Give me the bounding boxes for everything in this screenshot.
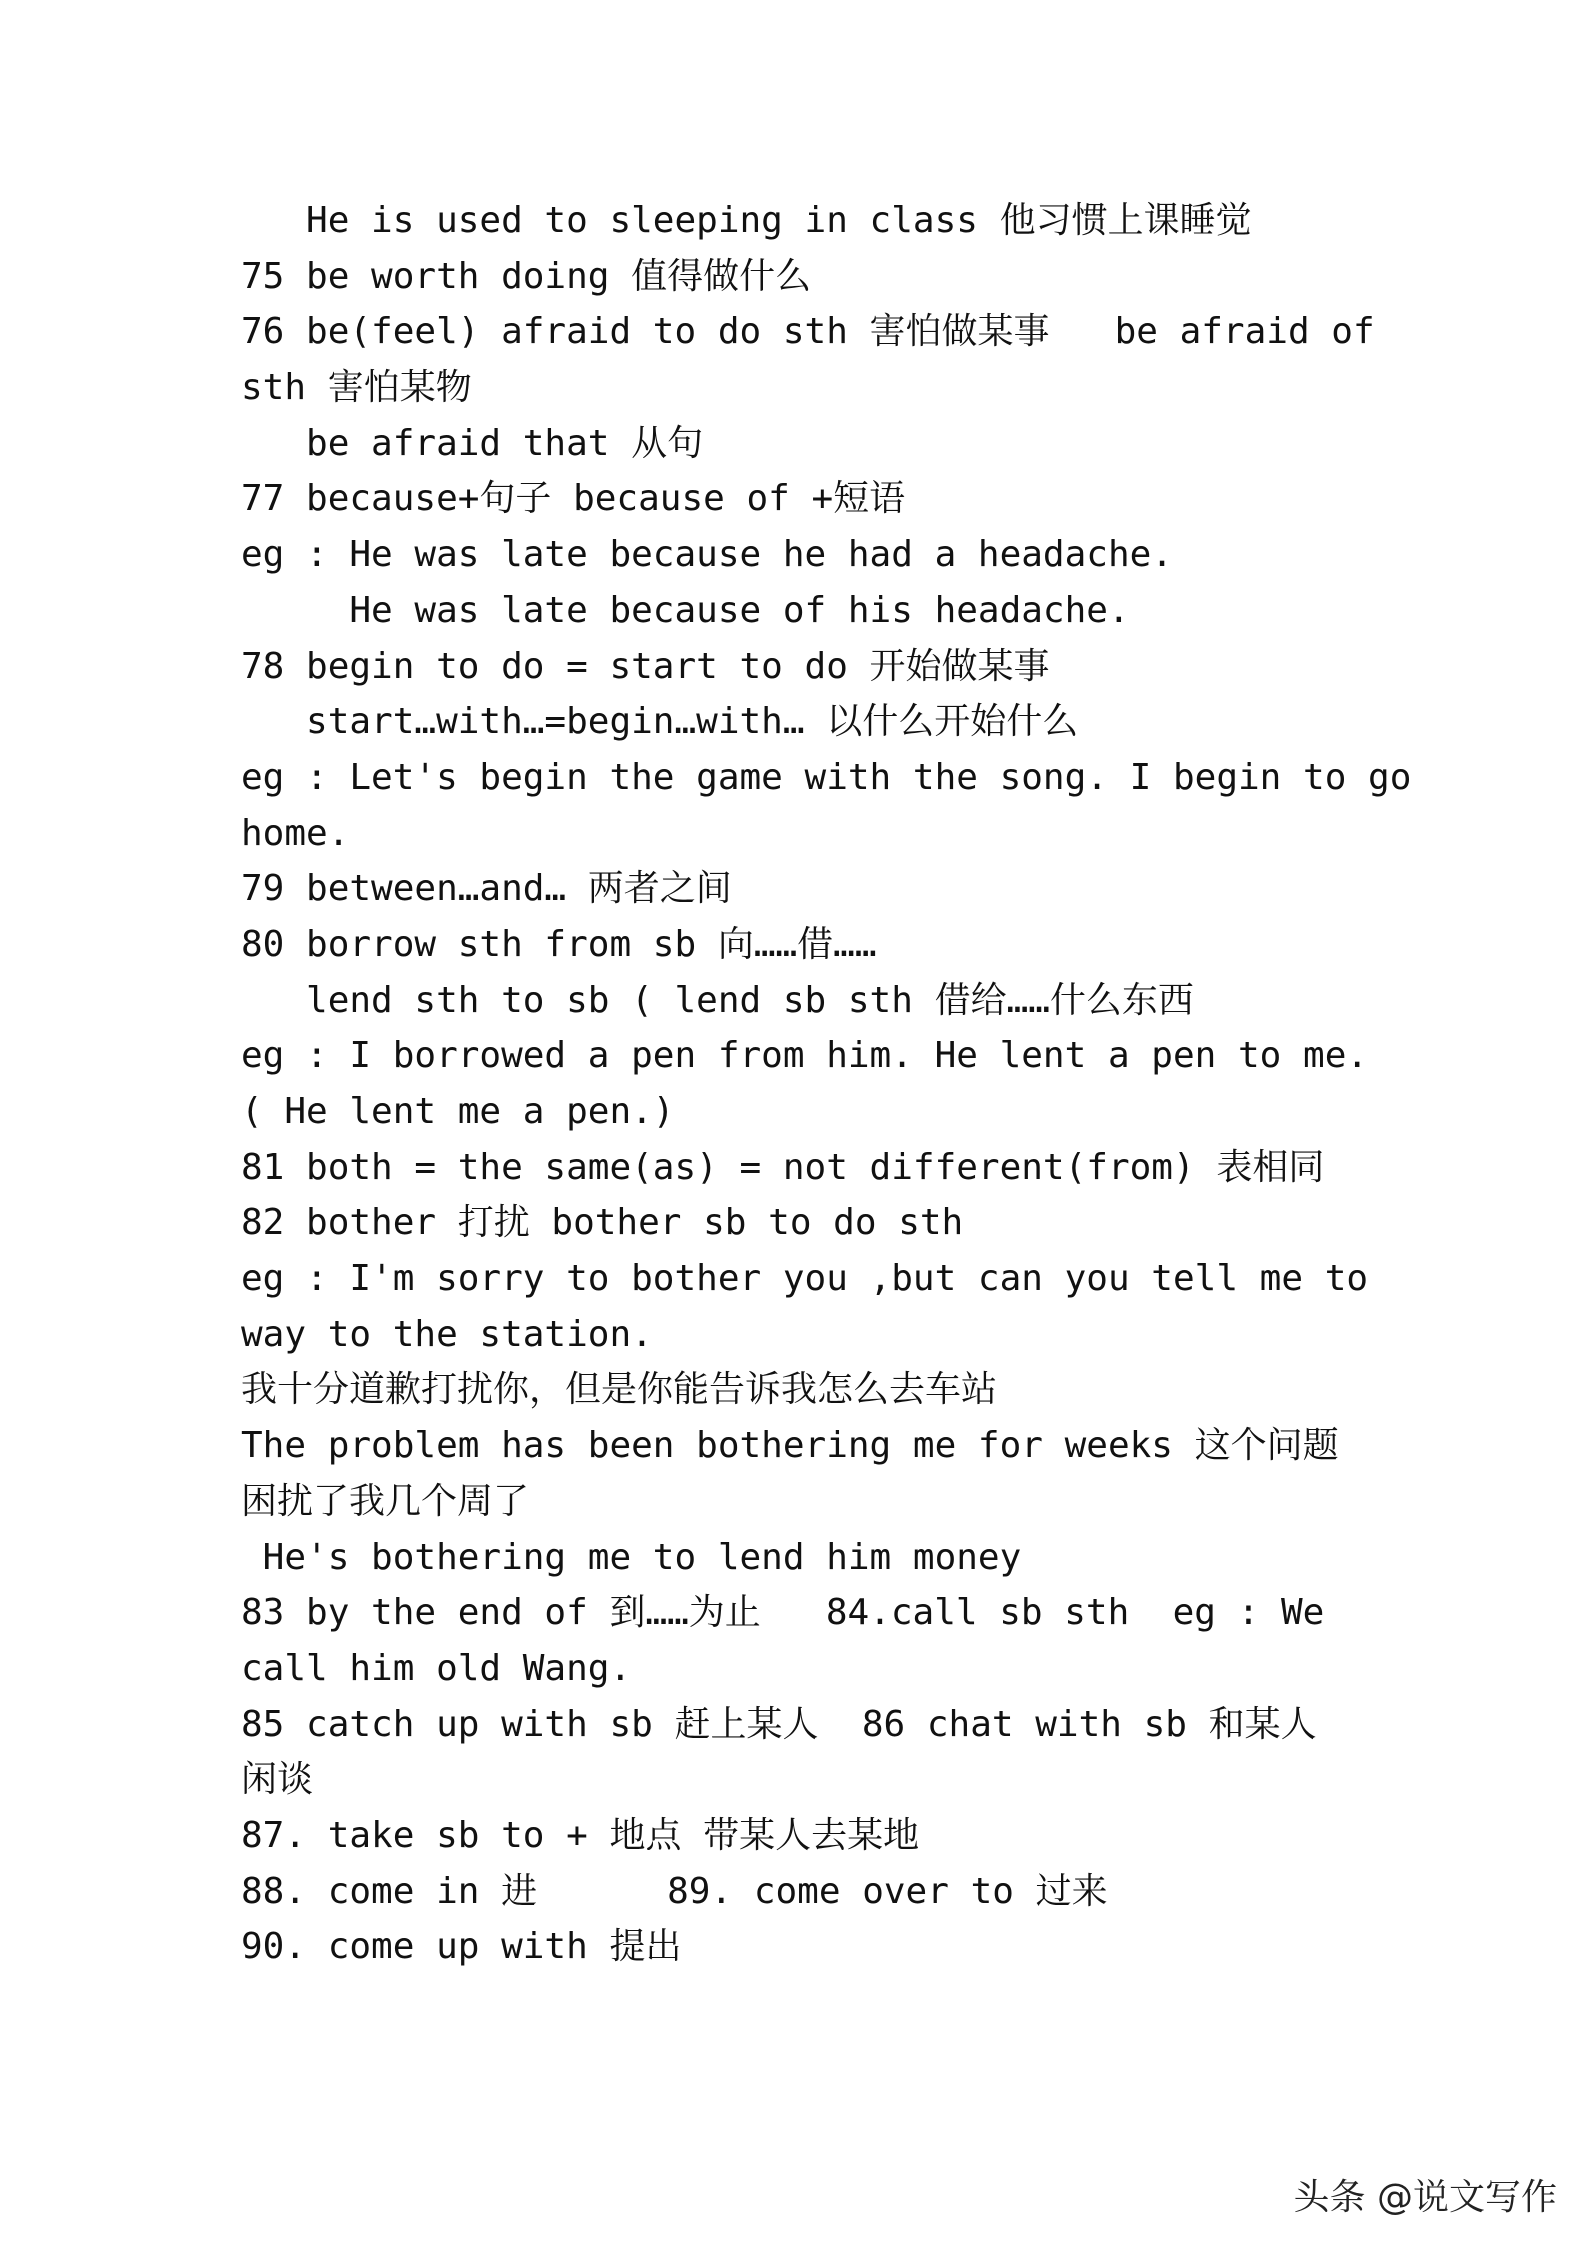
text-line: 80 borrow sth from sb 向……借…… [241, 923, 877, 965]
text-line: 81 both = the same(as) = not different(from) 表相同 [241, 1146, 1325, 1188]
text-line: He was late because of his headache. [241, 589, 1130, 631]
text-line: The problem has been bothering me for weeks 这个问题 [241, 1425, 1339, 1467]
text-line: start…with…=begin…with… 以什么开始什么 [241, 701, 1079, 743]
text-line: 83 by the end of 到……为止 84.call sb sth eg : We [241, 1592, 1325, 1634]
watermark: 头条 @说文写作 [1293, 2177, 1557, 2218]
text-line: 78 begin to do = start to do 开始做某事 [241, 645, 1050, 687]
document-body [241, 193, 1412, 1975]
text-line: eg : I'm sorry to bother you ,but can you tell me to [241, 1258, 1369, 1300]
text-line: 闲谈 [241, 1759, 314, 1801]
text-line: home. [241, 812, 350, 854]
text-line: lend sth to sb ( lend sb sth 借给……什么东西 [241, 979, 1194, 1021]
text-line: 75 be worth doing 值得做什么 [241, 255, 812, 297]
text-line: He is used to sleeping in class 他习惯上课睡觉 [241, 200, 1252, 241]
text-line: way to the station. [241, 1313, 653, 1355]
text-line: sth 害怕某物 [241, 367, 472, 409]
text-line: 85 catch up with sb 赶上某人 86 chat with sb 和某人 [241, 1703, 1317, 1745]
text-line: 76 be(feel) afraid to do sth 害怕做某事 be afraid of [241, 311, 1375, 353]
text-line: 79 between…and… 两者之间 [241, 868, 732, 910]
text-line: eg : Let's begin the game with the song. I begin to go [241, 756, 1412, 798]
text-line: call him old Wang. [241, 1647, 632, 1689]
text-line: eg : He was late because he had a headache. [241, 534, 1173, 576]
text-line: ( He lent me a pen.) [241, 1091, 675, 1132]
text-line: eg : I borrowed a pen from him. He lent a pen to me. [241, 1035, 1369, 1077]
text-line: be afraid that 从句 [241, 422, 704, 464]
text-line: 我十分道歉打扰你，但是你能告诉我怎么去车站 [241, 1369, 998, 1411]
text-line: 82 bother 打扰 bother sb to do sth [241, 1202, 964, 1244]
text-line: 87. take sb to + 地点 带某人去某地 [241, 1814, 920, 1856]
text-line: 77 because+句子 because of +短语 [241, 478, 906, 520]
text-line: He's bothering me to lend him money [241, 1536, 1022, 1578]
text-line: 90. come up with 提出 [241, 1926, 682, 1968]
text-line: 困扰了我几个周了 [241, 1480, 530, 1522]
text-line: 88. come in 进 89. come over to 过来 [241, 1870, 1108, 1912]
